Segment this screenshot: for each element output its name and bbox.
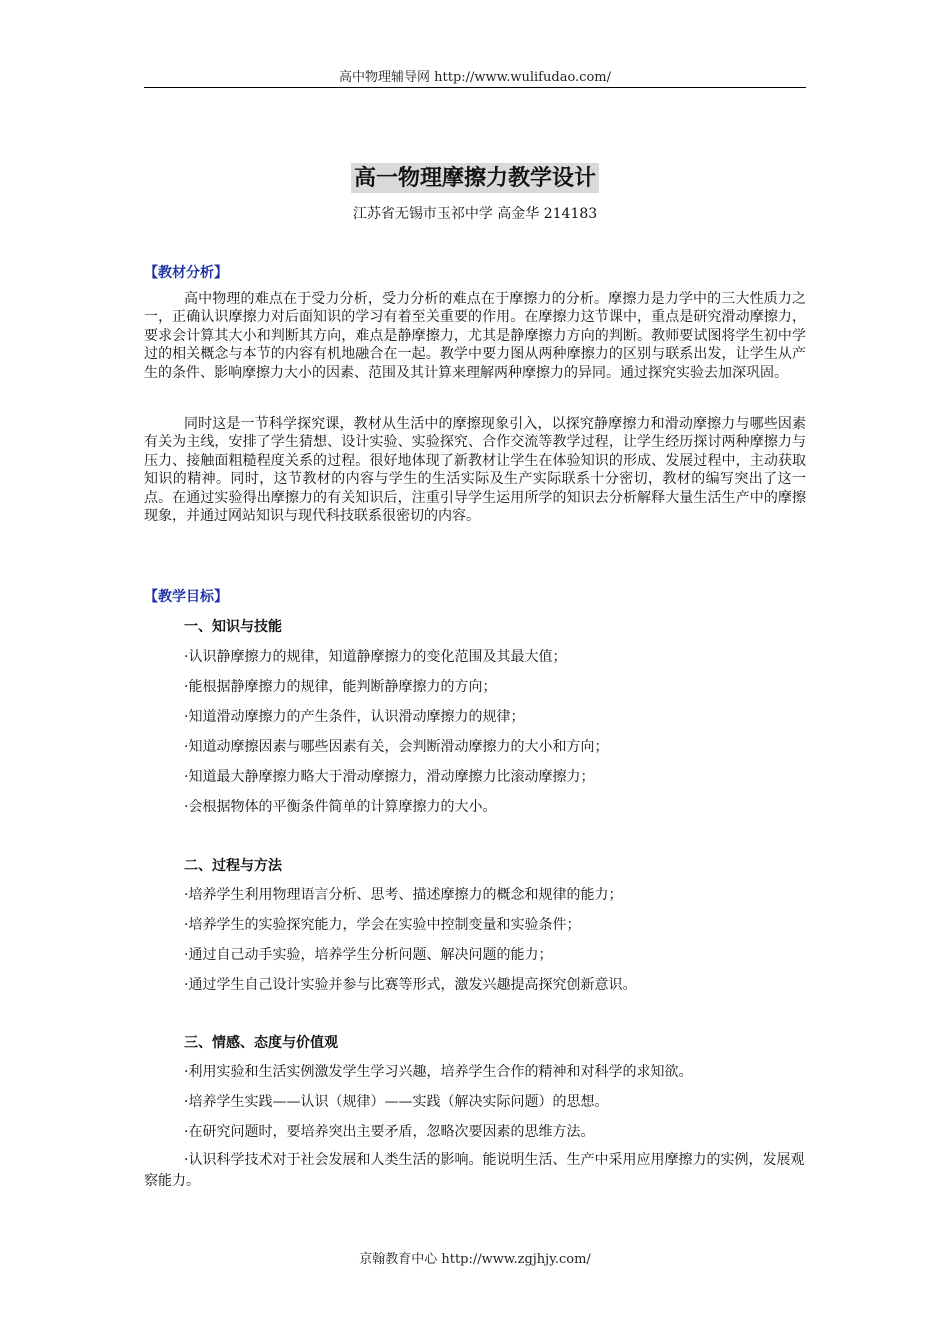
goal-group-title-process: 二、过程与方法: [184, 858, 282, 874]
section-heading-teaching-goals: 【教学目标】: [144, 589, 228, 605]
document-title: 高一物理摩擦力教学设计: [351, 163, 599, 193]
goal-group-title-attitude: 三、情感、态度与价值观: [184, 1035, 338, 1051]
page-header: 高中物理辅导网 http://www.wulifudao.com/: [338, 70, 611, 85]
author-line: 江苏省无锡市玉祁中学 高金华 214183: [352, 206, 598, 222]
goal-item: ·培养学生实践——认识（规律）——实践（解决实际问题）的思想。: [184, 1094, 609, 1110]
goal-item: ·培养学生的实验探究能力，学会在实验中控制变量和实验条件；: [184, 917, 581, 933]
analysis-paragraph-1: 高中物理的难点在于受力分析，受力分析的难点在于摩擦力的分析。摩擦力是力学中的三大性质力之一，正确认识摩擦力对后面知识的学习有着至关重要的作用。在摩擦力这节课中，重点是研究滑动摩擦力，要求会计算其大小和判断其方向，难点是静摩擦力，尤其是静摩擦力方向的判断。教师要试图将学生初中学过的相关概念与本节的内容有机地融合在一起。教学中要力图从两种摩擦力的区别与联系出发，让学生从产生的条件、影响摩擦力大小的因素、范围及其计算来理解两种摩擦力的异同。通过探究实验去加深巩固。: [144, 291, 806, 381]
header-divider: [144, 87, 806, 88]
page-footer: 京翰教育中心 http://www.zgjhjy.com/: [359, 1252, 591, 1267]
analysis-paragraph-2: 同时这是一节科学探究课，教材从生活中的摩擦现象引入，以探究静摩擦力和滑动摩擦力与哪些因素有关为主线，安排了学生猜想、设计实验、实验探究、合作交流等教学过程，让学生经历探讨两种摩擦力与压力、接触面粗糙程度关系的过程。很好地体现了新教材让学生在体验知识的形成、发展过程中，主动获取知识的精神。同时，这节教材的内容与学生的生活实际及生产实际联系十分密切，教材的编写突出了这一点。在通过实验得出摩擦力的有关知识后，注重引导学生运用所学的知识去分析解释大量生活生产中的摩擦现象，并通过网站知识与现代科技联系很密切的内容。: [144, 416, 806, 525]
goal-item: ·能根据静摩擦力的规律，能判断静摩擦力的方向；: [184, 679, 497, 695]
goal-item: ·认识科学技术对于社会发展和人类生活的影响。能说明生活、生产中采用应用摩擦力的实例，发展观察能力。: [144, 1152, 805, 1189]
goal-item: ·培养学生利用物理语言分析、思考、描述摩擦力的概念和规律的能力；: [184, 887, 623, 903]
goal-item: ·认识静摩擦力的规律，知道静摩擦力的变化范围及其最大值；: [184, 649, 567, 665]
section-heading-material-analysis: 【教材分析】: [144, 265, 228, 281]
goal-item: ·通过自己动手实验，培养学生分析问题、解决问题的能力；: [184, 947, 553, 963]
goal-item: ·知道滑动摩擦力的产生条件，认识滑动摩擦力的规律；: [184, 709, 525, 725]
goal-item: ·知道最大静摩擦力略大于滑动摩擦力，滑动摩擦力比滚动摩擦力；: [184, 769, 595, 785]
goal-item: ·在研究问题时，要培养突出主要矛盾，忽略次要因素的思维方法。: [184, 1124, 595, 1140]
goal-item: ·会根据物体的平衡条件简单的计算摩擦力的大小。: [184, 799, 497, 815]
goal-group-title-knowledge: 一、知识与技能: [184, 619, 282, 635]
goal-item: ·通过学生自己设计实验并参与比赛等形式，激发兴趣提高探究创新意识。: [184, 977, 637, 993]
goal-item: ·利用实验和生活实例激发学生学习兴趣，培养学生合作的精神和对科学的求知欲。: [184, 1064, 693, 1080]
goal-item: ·知道动摩擦因素与哪些因素有关，会判断滑动摩擦力的大小和方向；: [184, 739, 609, 755]
document-title-wrapper: [0, 163, 950, 193]
